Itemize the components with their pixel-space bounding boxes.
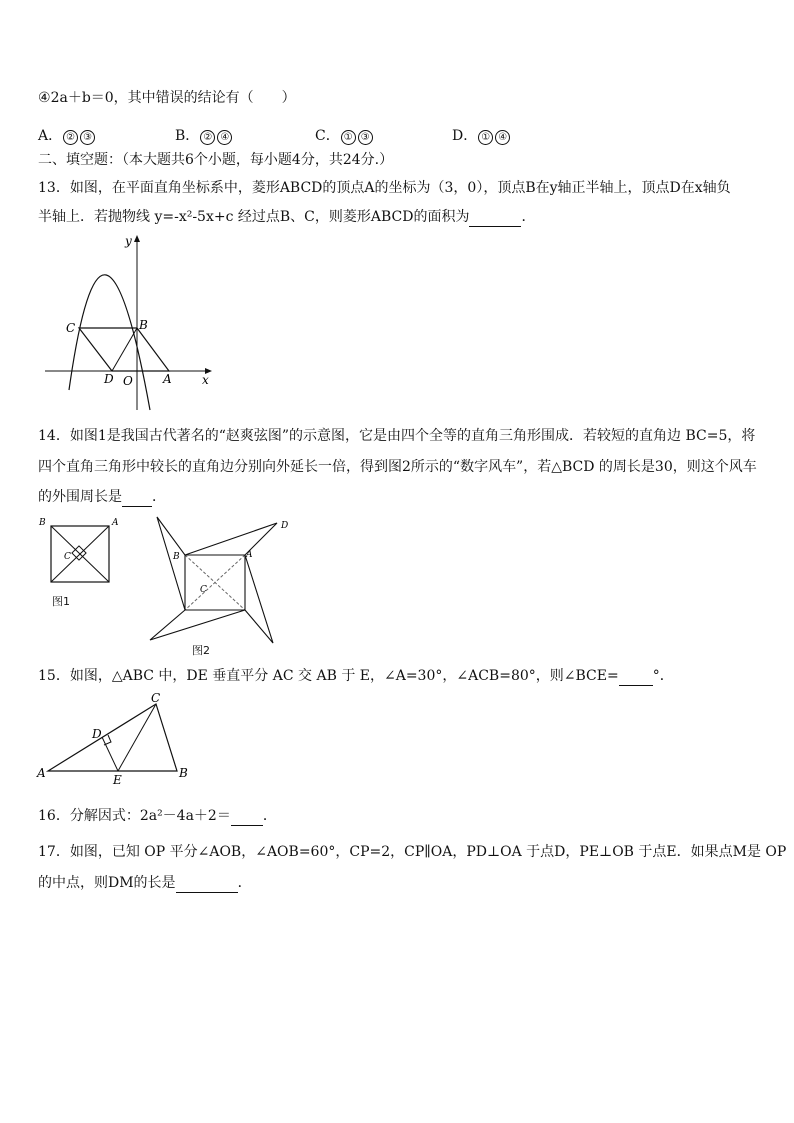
label-a: A xyxy=(163,372,172,386)
q12-option-b xyxy=(175,125,233,145)
triangle-abc xyxy=(48,704,177,771)
q12-option-c xyxy=(315,125,374,145)
label-d: D xyxy=(92,727,102,741)
q15-line1-end: °． xyxy=(652,668,674,684)
section-heading: 二、填空题：（本大题共6个小题，每小题4分，共24分.） xyxy=(38,152,394,168)
label-b: B xyxy=(173,552,180,562)
windmill-blade xyxy=(150,610,245,640)
answer-blank xyxy=(122,490,152,507)
option-circle: ③ xyxy=(80,130,95,145)
q12-tail-text: 2a＋b＝0，其中错误的结论有（ ） xyxy=(50,90,296,106)
label-a: A xyxy=(37,766,46,780)
segment-db xyxy=(112,328,137,371)
label-c: C xyxy=(151,691,161,705)
option-letter: A． xyxy=(38,128,63,144)
option-letter: C． xyxy=(315,128,340,144)
parabola-curve xyxy=(69,275,150,410)
answer-blank xyxy=(469,210,521,227)
y-axis-arrow xyxy=(134,235,140,242)
fig2-caption: 图2 xyxy=(192,644,210,657)
q14-line2: 四个直角三角形中较长的直角边分别向外延长一倍，得到图2所示的“数字风车”，若△BCD 的周长是30，则这个风车 xyxy=(38,459,757,475)
q12-tail-prefix: ④ xyxy=(38,90,51,106)
label-c: C xyxy=(66,321,76,335)
label-x: x xyxy=(202,373,209,387)
option-circle: ② xyxy=(63,130,78,145)
segment-ce xyxy=(118,704,156,771)
q16-line1 xyxy=(38,806,277,826)
option-circle: ② xyxy=(200,130,215,145)
label-b: B xyxy=(39,518,46,528)
label-y: y xyxy=(125,234,132,248)
option-circle: ① xyxy=(478,130,493,145)
option-letter: D． xyxy=(452,128,478,144)
q16-line1-end: ． xyxy=(262,808,277,824)
q12-tail xyxy=(38,88,296,108)
option-letter: B． xyxy=(175,128,200,144)
q14-line1: 14．如图1是我国古代著名的“赵爽弦图”的示意图，它是由四个全等的直角三角形围成．若较短的直角边 BC=5，将 xyxy=(38,428,756,444)
q13-figure xyxy=(40,232,220,414)
q14-line3 xyxy=(38,487,166,507)
option-circle: ④ xyxy=(495,130,510,145)
label-a: A xyxy=(112,518,119,528)
windmill-blade xyxy=(157,517,185,610)
q17-line2 xyxy=(38,873,252,893)
windmill-blade xyxy=(185,523,277,555)
q17-line1: 17．如图，已知 OP 平分∠AOB，∠AOB=60°，CP=2，CP∥OA，PD⊥OA 于点D，PE⊥OB 于点E．如果点M是 OP xyxy=(38,844,787,860)
windmill-blade xyxy=(245,555,273,643)
q12-option-a xyxy=(38,125,96,145)
q13-line2-end: ． xyxy=(521,209,536,225)
answer-blank xyxy=(176,876,238,893)
label-e: E xyxy=(113,773,122,786)
q15-figure xyxy=(36,690,196,786)
label-c: C xyxy=(200,585,207,595)
q13-line2 xyxy=(38,207,535,227)
answer-blank xyxy=(619,669,653,686)
q16-line1-text: 16．分解因式：2a²－4a＋2＝ xyxy=(38,808,231,824)
option-circle: ③ xyxy=(358,130,373,145)
label-d: D xyxy=(104,372,114,386)
option-circle: ④ xyxy=(217,130,232,145)
fig1-caption: 图1 xyxy=(52,595,70,608)
q12-option-d xyxy=(452,125,511,145)
q17-line2-text: 的中点，则DM的长是 xyxy=(38,875,176,891)
answer-blank xyxy=(231,809,263,826)
label-o: O xyxy=(123,374,133,388)
q15-line1-text: 15．如图，△ABC 中，DE 垂直平分 AC 交 AB 于 E，∠A=30°，∠ACB=80°，则∠BCE= xyxy=(38,668,619,684)
label-b: B xyxy=(179,766,188,780)
option-circle: ① xyxy=(341,130,356,145)
q14-line3-end: ． xyxy=(152,489,166,505)
q14-figure-2 xyxy=(145,515,295,648)
label-a: A xyxy=(246,550,253,560)
label-d: D xyxy=(281,521,289,531)
label-c: C xyxy=(64,552,71,562)
q14-line3-text: 的外围周长是 xyxy=(38,489,122,505)
q15-line1 xyxy=(38,666,674,686)
q17-line2-end: ． xyxy=(237,875,252,891)
q13-line1: 13．如图，在平面直角坐标系中，菱形ABCD的顶点A的坐标为（3，0），顶点B在y轴正半轴上，顶点D在x轴负 xyxy=(38,180,731,196)
label-b: B xyxy=(139,318,148,332)
q13-line2-text: 半轴上．若抛物线 y=-x²-5x+c 经过点B、C，则菱形ABCD的面积为 xyxy=(38,209,470,225)
